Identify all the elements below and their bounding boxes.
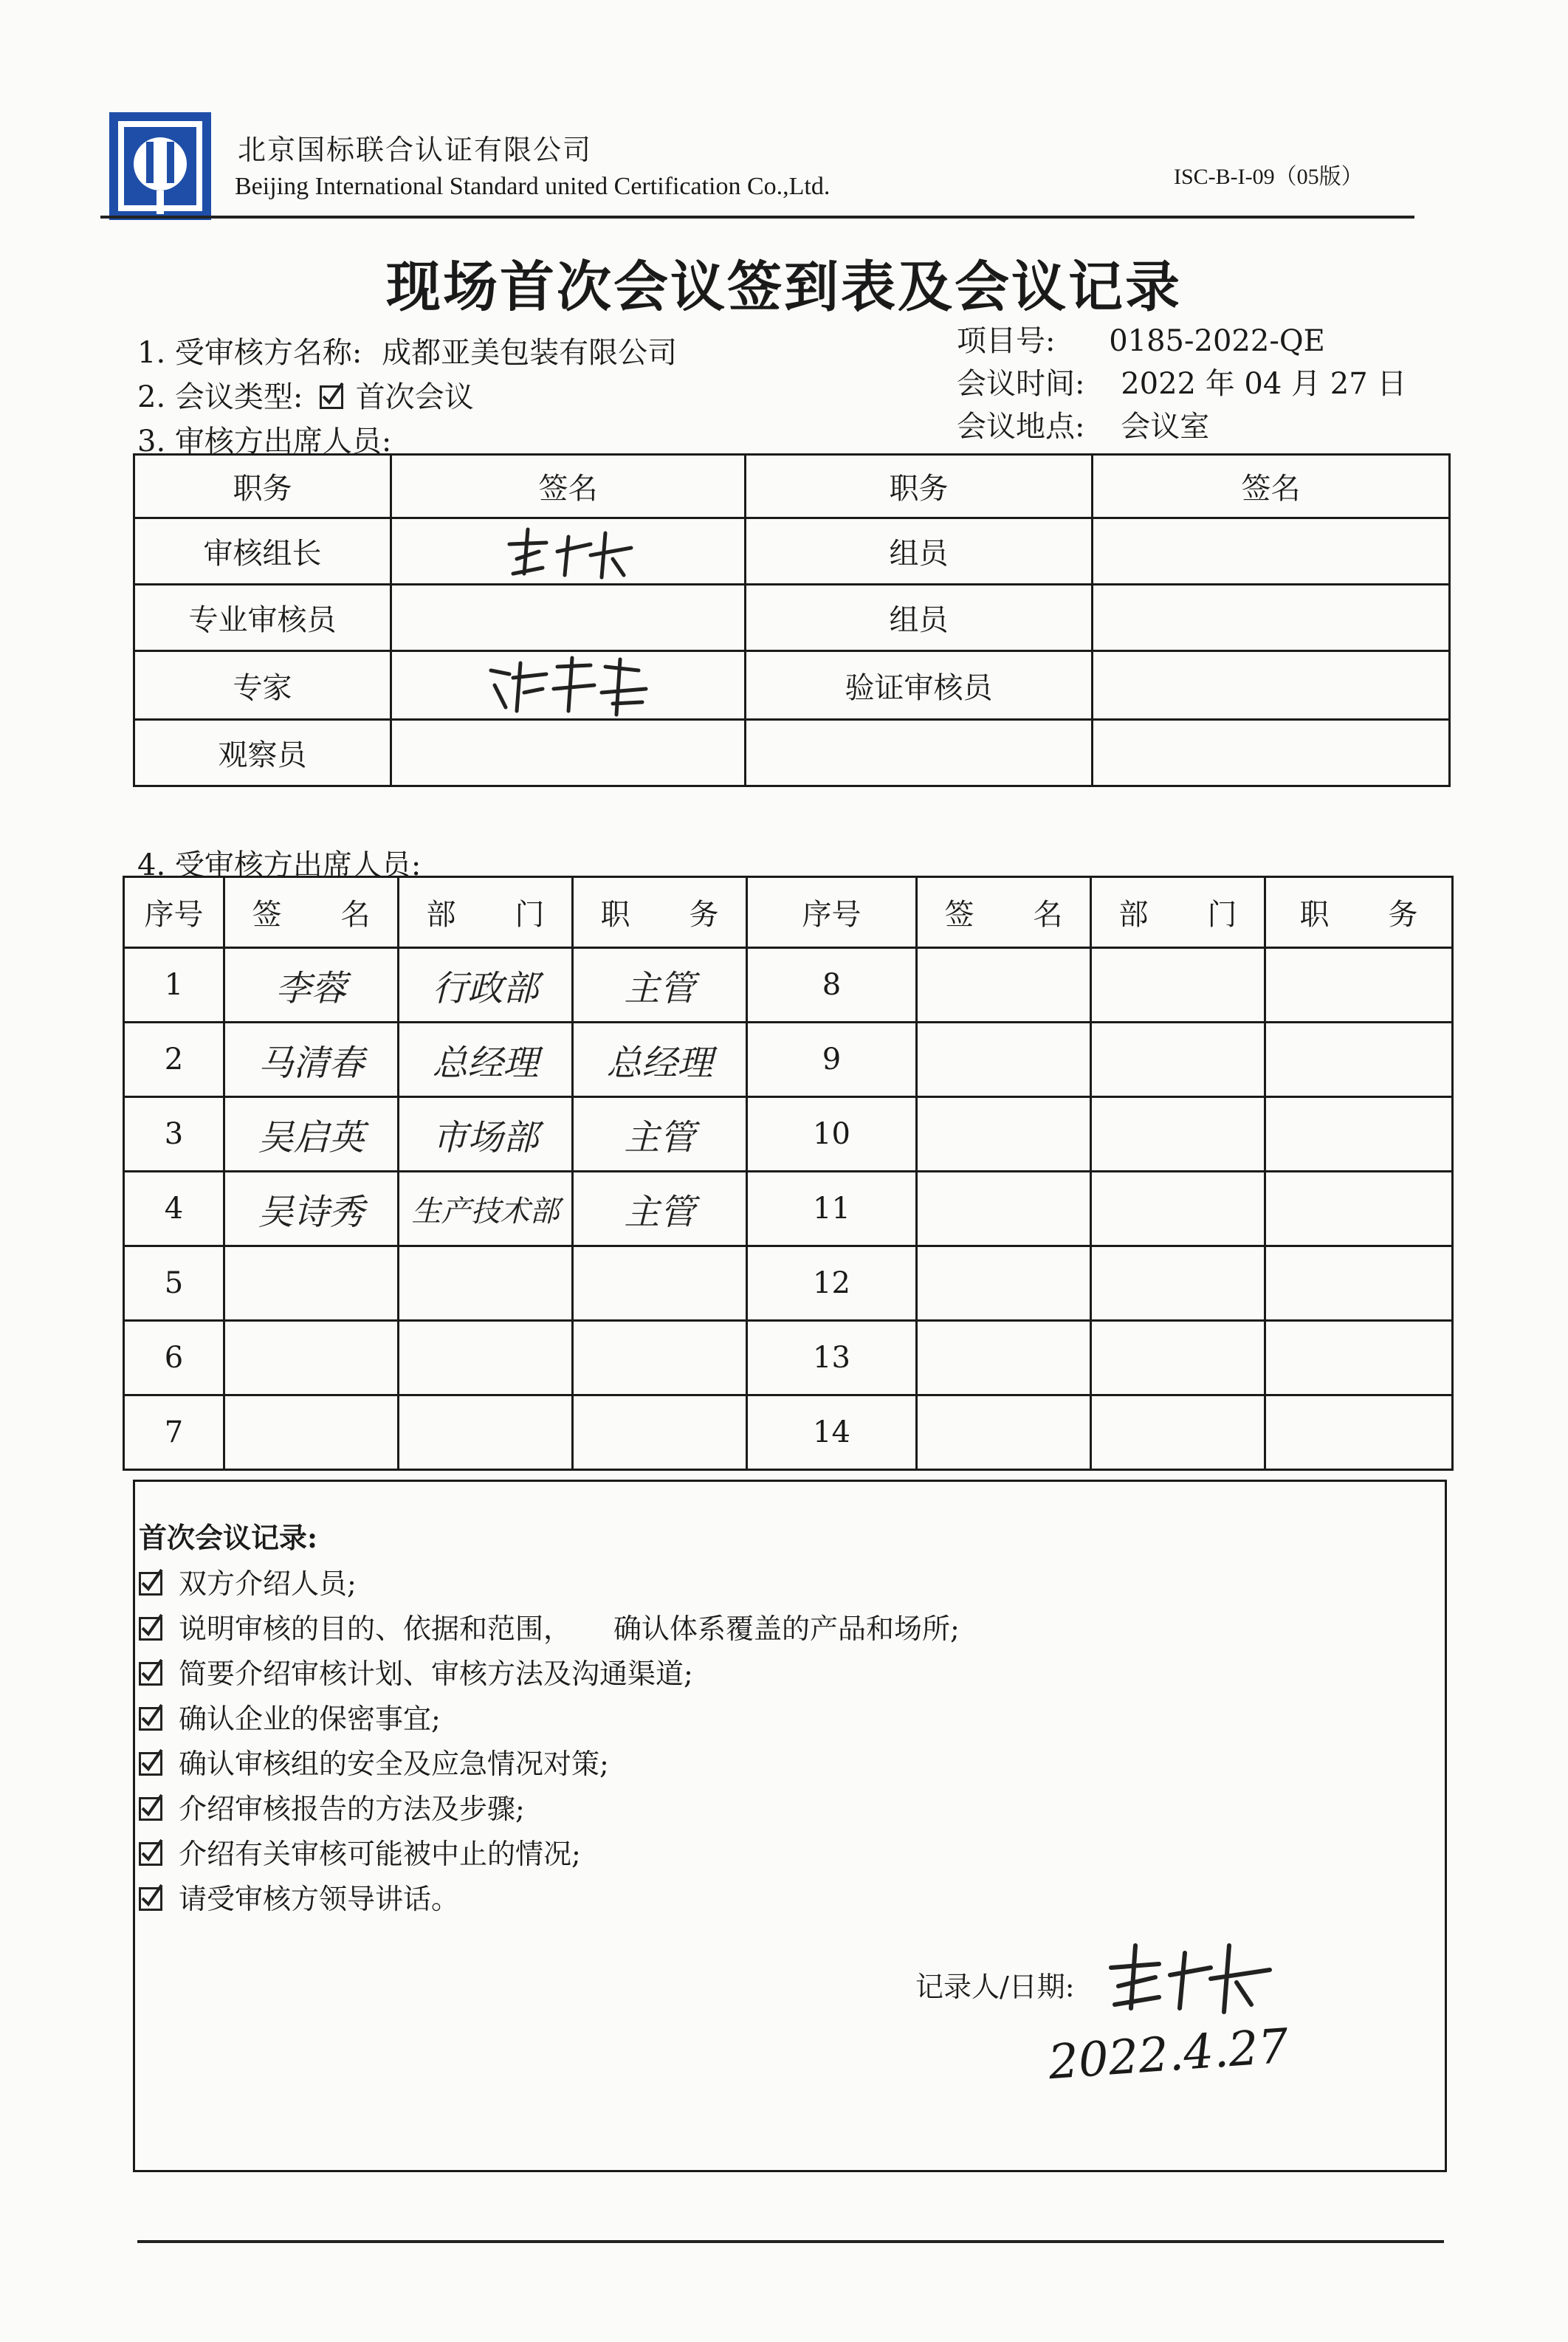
signature-cell	[391, 518, 746, 585]
header-cell: 职务	[134, 455, 391, 518]
table-row	[124, 1395, 1453, 1470]
empty-cell	[917, 1023, 1091, 1097]
empty-cell	[917, 1097, 1091, 1172]
meeting-time-value: 2022 年 04 月 27 日	[1121, 367, 1407, 401]
empty-cell	[1091, 1246, 1265, 1321]
auditee-table-header	[124, 877, 1453, 948]
empty-cell	[399, 1246, 573, 1321]
auditee-name-line	[137, 329, 677, 371]
table-row	[124, 1023, 1453, 1097]
meeting-type-value: 首次会议	[355, 380, 474, 414]
meeting-place-value: 会议室	[1121, 410, 1210, 444]
signature-cell	[391, 651, 746, 720]
checklist-item	[139, 1876, 459, 1917]
row-number: 4	[124, 1172, 224, 1246]
attendee-title: 主管	[573, 948, 747, 1023]
header-cell: 序号	[747, 877, 917, 948]
empty-cell	[399, 1321, 573, 1395]
role-cell: 验证审核员	[746, 651, 1093, 720]
table-row	[124, 1321, 1453, 1395]
role-cell: 组员	[746, 518, 1093, 585]
bottom-divider	[137, 2240, 1444, 2243]
header-cell: 签 名	[224, 877, 399, 948]
empty-cell	[1265, 948, 1453, 1023]
checklist-item-text: 请受审核方领导讲话。	[179, 1883, 460, 1915]
auditee-name-value: 成都亚美包装有限公司	[382, 336, 678, 370]
meeting-time-label: 会议时间:	[957, 367, 1085, 401]
checklist-item-text: 确认审核组的安全及应急情况对策;	[179, 1748, 609, 1780]
checklist-item-text: 说明审核的目的、依据和范围， 确认体系覆盖的产品和场所;	[179, 1613, 960, 1645]
checkbox-icon	[139, 1707, 162, 1731]
document-title: 现场首次会议签到表及会议记录	[386, 255, 1182, 319]
project-no-label: 项目号:	[957, 324, 1056, 358]
project-no-value: 0185-2022-QE	[1109, 324, 1325, 358]
checkbox-icon	[139, 1572, 162, 1596]
auditee-attendance-table	[123, 876, 1454, 1471]
attendee-department: 市场部	[399, 1097, 573, 1172]
table-row	[134, 518, 1450, 585]
empty-cell	[1091, 1395, 1265, 1470]
meeting-record-title: 首次会议记录:	[139, 1521, 318, 1554]
attendee-title: 主管	[573, 1097, 747, 1172]
header-cell: 职 务	[1265, 877, 1453, 948]
empty-cell	[1091, 1097, 1265, 1172]
auditee-name-label: 1. 受审核方名称:	[137, 336, 362, 370]
attendee-signature: 马清春	[224, 1023, 399, 1097]
attendee-signature: 吴启英	[224, 1097, 399, 1172]
signature-cell	[1093, 518, 1450, 585]
auditee-section-label: 4. 受审核方出席人员:	[137, 848, 422, 882]
auditor-table-header	[134, 455, 1450, 518]
role-cell: 审核组长	[134, 518, 391, 585]
header-cell: 部 门	[399, 877, 573, 948]
expert-signature	[480, 652, 657, 718]
attendee-title: 总经理	[573, 1023, 747, 1097]
header-cell: 签 名	[917, 877, 1091, 948]
attendee-signature: 李蓉	[224, 948, 399, 1023]
checklist-item	[139, 1651, 693, 1692]
company-name-cn: 北京国标联合认证有限公司	[238, 134, 593, 166]
table-row	[124, 1172, 1453, 1246]
checklist-item-text: 简要介绍审核计划、审核方法及沟通渠道;	[179, 1658, 693, 1690]
empty-cell	[1265, 1023, 1453, 1097]
row-number: 5	[124, 1246, 224, 1321]
table-row	[124, 948, 1453, 1023]
auditor-attendance-table	[133, 453, 1451, 787]
empty-cell	[1091, 948, 1265, 1023]
row-number: 10	[747, 1097, 917, 1172]
checklist-item-text: 双方介绍人员;	[179, 1567, 357, 1600]
checkbox-icon	[139, 1842, 162, 1866]
empty-cell	[1091, 1023, 1265, 1097]
recorder-date: 2022.4.27	[1046, 2019, 1290, 2091]
header-cell: 部 门	[1091, 877, 1265, 948]
row-number: 12	[747, 1246, 917, 1321]
table-row	[134, 585, 1450, 651]
role-cell	[746, 720, 1093, 786]
signature-cell	[1093, 720, 1450, 786]
meeting-type-label: 2. 会议类型:	[137, 380, 303, 414]
empty-cell	[573, 1321, 747, 1395]
meeting-type-checkbox	[320, 385, 343, 409]
checklist-item	[139, 1696, 441, 1737]
attendee-signature: 吴诗秀	[224, 1172, 399, 1246]
row-number: 2	[124, 1023, 224, 1097]
empty-cell	[573, 1246, 747, 1321]
attendee-department: 行政部	[399, 948, 573, 1023]
meeting-place-label: 会议地点:	[957, 410, 1085, 444]
recorder-signature	[1100, 1934, 1277, 2016]
attendee-department: 生产技术部	[399, 1172, 573, 1246]
empty-cell	[917, 1321, 1091, 1395]
checklist-item-text: 确认企业的保密事宜;	[179, 1703, 441, 1735]
checklist-item	[139, 1741, 609, 1782]
empty-cell	[917, 948, 1091, 1023]
attendee-title: 主管	[573, 1172, 747, 1246]
header-cell: 职务	[746, 455, 1093, 518]
signature-cell	[1093, 651, 1450, 720]
meeting-place-line	[957, 403, 1209, 445]
empty-cell	[224, 1395, 399, 1470]
attendee-department: 总经理	[399, 1023, 573, 1097]
header-cell: 职 务	[573, 877, 747, 948]
signature-cell	[391, 720, 746, 786]
header-cell: 序号	[124, 877, 224, 948]
header-cell: 签名	[1093, 455, 1450, 518]
checkbox-icon	[139, 1752, 162, 1776]
header-cell: 签名	[391, 455, 746, 518]
checkbox-icon	[139, 1797, 162, 1821]
empty-cell	[917, 1172, 1091, 1246]
row-number: 6	[124, 1321, 224, 1395]
table-row	[124, 1246, 1453, 1321]
empty-cell	[1091, 1321, 1265, 1395]
form-code: ISC-B-I-09（05版）	[1174, 165, 1364, 189]
company-name-en: Beijing International Standard united Certification Co.,Ltd.	[235, 173, 831, 200]
empty-cell	[917, 1395, 1091, 1470]
row-number: 14	[747, 1395, 917, 1470]
role-cell: 组员	[746, 585, 1093, 651]
company-logo	[108, 111, 213, 222]
checklist-item	[139, 1831, 581, 1872]
checkbox-icon	[139, 1887, 162, 1911]
empty-cell	[1265, 1172, 1453, 1246]
checklist-item	[139, 1561, 357, 1601]
signature-cell	[391, 585, 746, 651]
auditor-section-label: 3. 审核方出席人员:	[137, 425, 392, 459]
empty-cell	[224, 1321, 399, 1395]
empty-cell	[1091, 1172, 1265, 1246]
empty-cell	[1265, 1395, 1453, 1470]
empty-cell	[573, 1395, 747, 1470]
checklist-item	[139, 1786, 525, 1827]
team-leader-signature	[495, 522, 642, 581]
empty-cell	[224, 1246, 399, 1321]
empty-cell	[1265, 1321, 1453, 1395]
row-number: 13	[747, 1321, 917, 1395]
header-divider	[100, 216, 1414, 219]
row-number: 8	[747, 948, 917, 1023]
meeting-time-line	[957, 360, 1406, 402]
role-cell: 专家	[134, 651, 391, 720]
row-number: 9	[747, 1023, 917, 1097]
table-row	[134, 720, 1450, 786]
signature-cell	[1093, 585, 1450, 651]
empty-cell	[1265, 1097, 1453, 1172]
role-cell: 专业审核员	[134, 585, 391, 651]
row-number: 7	[124, 1395, 224, 1470]
recorder-label: 记录人/日期:	[915, 1971, 1075, 2003]
checklist-item-text: 介绍有关审核可能被中止的情况;	[179, 1838, 581, 1870]
checklist-item-text: 介绍审核报告的方法及步骤;	[179, 1793, 525, 1825]
empty-cell	[917, 1246, 1091, 1321]
checklist-item	[139, 1606, 960, 1646]
role-cell: 观察员	[134, 720, 391, 786]
empty-cell	[399, 1395, 573, 1470]
meeting-type-line	[137, 374, 474, 416]
table-row	[134, 651, 1450, 720]
checkbox-icon	[139, 1617, 162, 1641]
row-number: 1	[124, 948, 224, 1023]
table-row	[124, 1097, 1453, 1172]
checkbox-icon	[139, 1662, 162, 1686]
project-no-line	[957, 317, 1325, 360]
row-number: 3	[124, 1097, 224, 1172]
empty-cell	[1265, 1246, 1453, 1321]
row-number: 11	[747, 1172, 917, 1246]
